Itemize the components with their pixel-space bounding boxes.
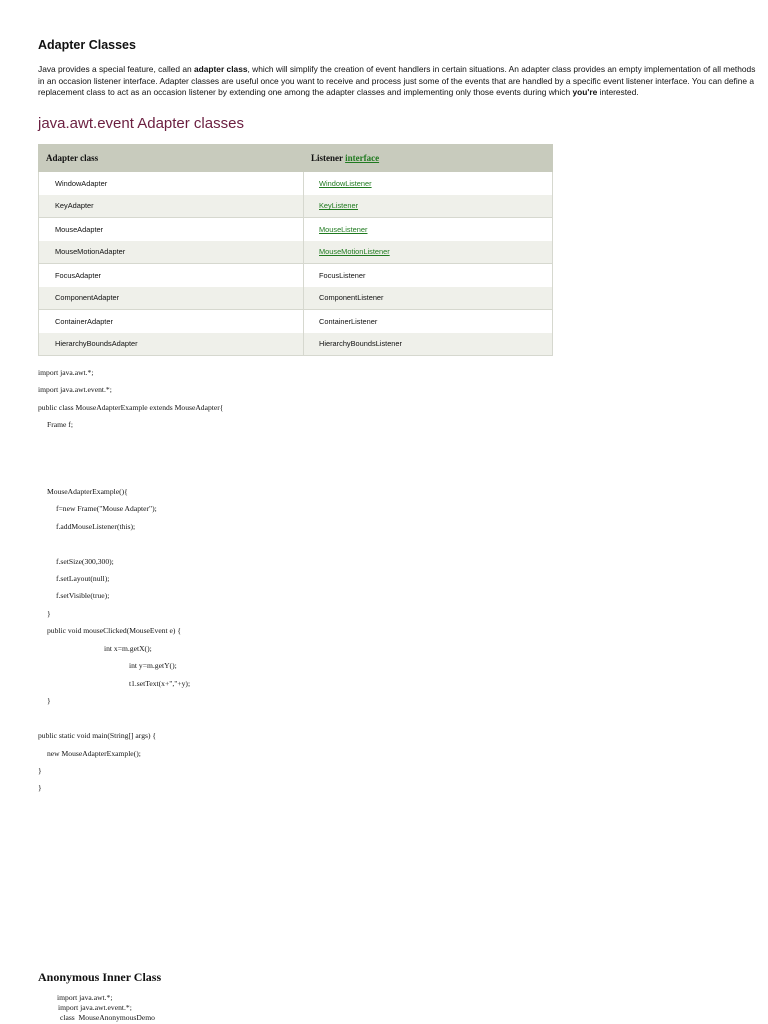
code-line: f=new Frame("Mouse Adapter");: [56, 504, 157, 513]
code-line: import java.awt.*;: [57, 993, 113, 1002]
code-line: Frame f;: [47, 420, 73, 429]
table-row: [39, 333, 553, 356]
code-line: f.addMouseListener(this);: [56, 522, 136, 531]
code-line: MouseAdapterExample(){: [47, 487, 128, 496]
code-line: class MouseAnonymousDemo: [60, 1013, 155, 1022]
listener-cell: ContainerListener: [304, 310, 553, 333]
adapter-cell: MouseMotionAdapter: [39, 241, 304, 264]
adapter-cell: WindowAdapter: [39, 172, 304, 195]
table-row: [39, 287, 553, 310]
table-header-row: [39, 145, 553, 172]
code-line: int y=m.getY();: [129, 661, 177, 670]
code-line: f.setSize(300,300);: [56, 557, 114, 566]
listener-cell: [304, 195, 553, 218]
adapter-cell: ContainerAdapter: [39, 310, 304, 333]
listener-link[interactable]: MouseListener: [319, 224, 368, 234]
intro-bold-youre: you're: [572, 87, 598, 97]
table-row: [39, 241, 553, 264]
table-row: [39, 195, 553, 218]
interface-link[interactable]: interface: [345, 153, 380, 163]
intro-bold-adapter-class: adapter class: [193, 64, 248, 74]
code-line: import java.awt.event.*;: [58, 1003, 132, 1012]
header-listener-text: Listener: [311, 153, 346, 163]
intro-paragraph: [38, 64, 758, 99]
intro-text-3: interested.: [597, 87, 639, 97]
table-row: [39, 218, 553, 241]
code-line: t1.setText(x+","+y);: [129, 679, 191, 688]
code-line: f.setVisible(true);: [56, 591, 110, 600]
code-line: new MouseAdapterExample();: [47, 749, 141, 758]
listener-cell: [304, 241, 553, 264]
code-line: public void mouseClicked(MouseEvent e) {: [47, 626, 181, 635]
listener-cell: [304, 172, 553, 195]
code-line: }: [38, 783, 42, 792]
listener-cell: ComponentListener: [304, 287, 553, 310]
section-heading: java.awt.event Adapter classes: [38, 115, 244, 132]
listener-link[interactable]: MouseMotionListener: [319, 247, 390, 257]
listener-cell: [304, 218, 553, 241]
listener-cell: HierarchyBoundsListener: [304, 333, 553, 356]
adapter-cell: ComponentAdapter: [39, 287, 304, 310]
table-row: [39, 264, 553, 287]
anonymous-inner-class-heading: Anonymous Inner Class: [38, 970, 162, 984]
page-title: Adapter Classes: [38, 38, 136, 52]
code-line: }: [47, 609, 51, 618]
code-line: public class MouseAdapterExample extends MouseAdapter{: [38, 403, 224, 412]
listener-link[interactable]: WindowListener: [319, 178, 372, 188]
code-line: import java.awt.event.*;: [38, 385, 112, 394]
adapter-cell: HierarchyBoundsAdapter: [39, 333, 304, 356]
header-listener-interface: [304, 145, 553, 172]
table-row: [39, 310, 553, 333]
intro-text-1: Java provides a special feature, called an: [38, 64, 194, 74]
adapter-cell: FocusAdapter: [39, 264, 304, 287]
code-line: int x=m.getX();: [104, 644, 152, 653]
adapter-classes-table: [38, 144, 553, 356]
listener-cell: FocusListener: [304, 264, 553, 287]
code-line: }: [47, 696, 51, 705]
code-line: }: [38, 766, 42, 775]
adapter-cell: KeyAdapter: [39, 195, 304, 218]
code-line: f.setLayout(null);: [56, 574, 110, 583]
listener-link[interactable]: KeyListener: [319, 201, 359, 211]
code-line: public static void main(String[] args) {: [38, 731, 157, 740]
header-adapter-class: Adapter class: [39, 145, 304, 172]
code-line: import java.awt.*;: [38, 368, 94, 377]
intro-text-2: , which will simplify the creation of event handlers in certain situations. An adapter class provides an empty implementation of all methods in an occasion listener interface. Adapter classes are useful once you want to receive and process just some of the events that are handled by a specific event listener interface. You can define a replacement class to act as an occasion listener by extending one among the adapter classes and implementing only those events during which: [38, 64, 756, 97]
table-row: [39, 172, 553, 195]
adapter-cell: MouseAdapter: [39, 218, 304, 241]
